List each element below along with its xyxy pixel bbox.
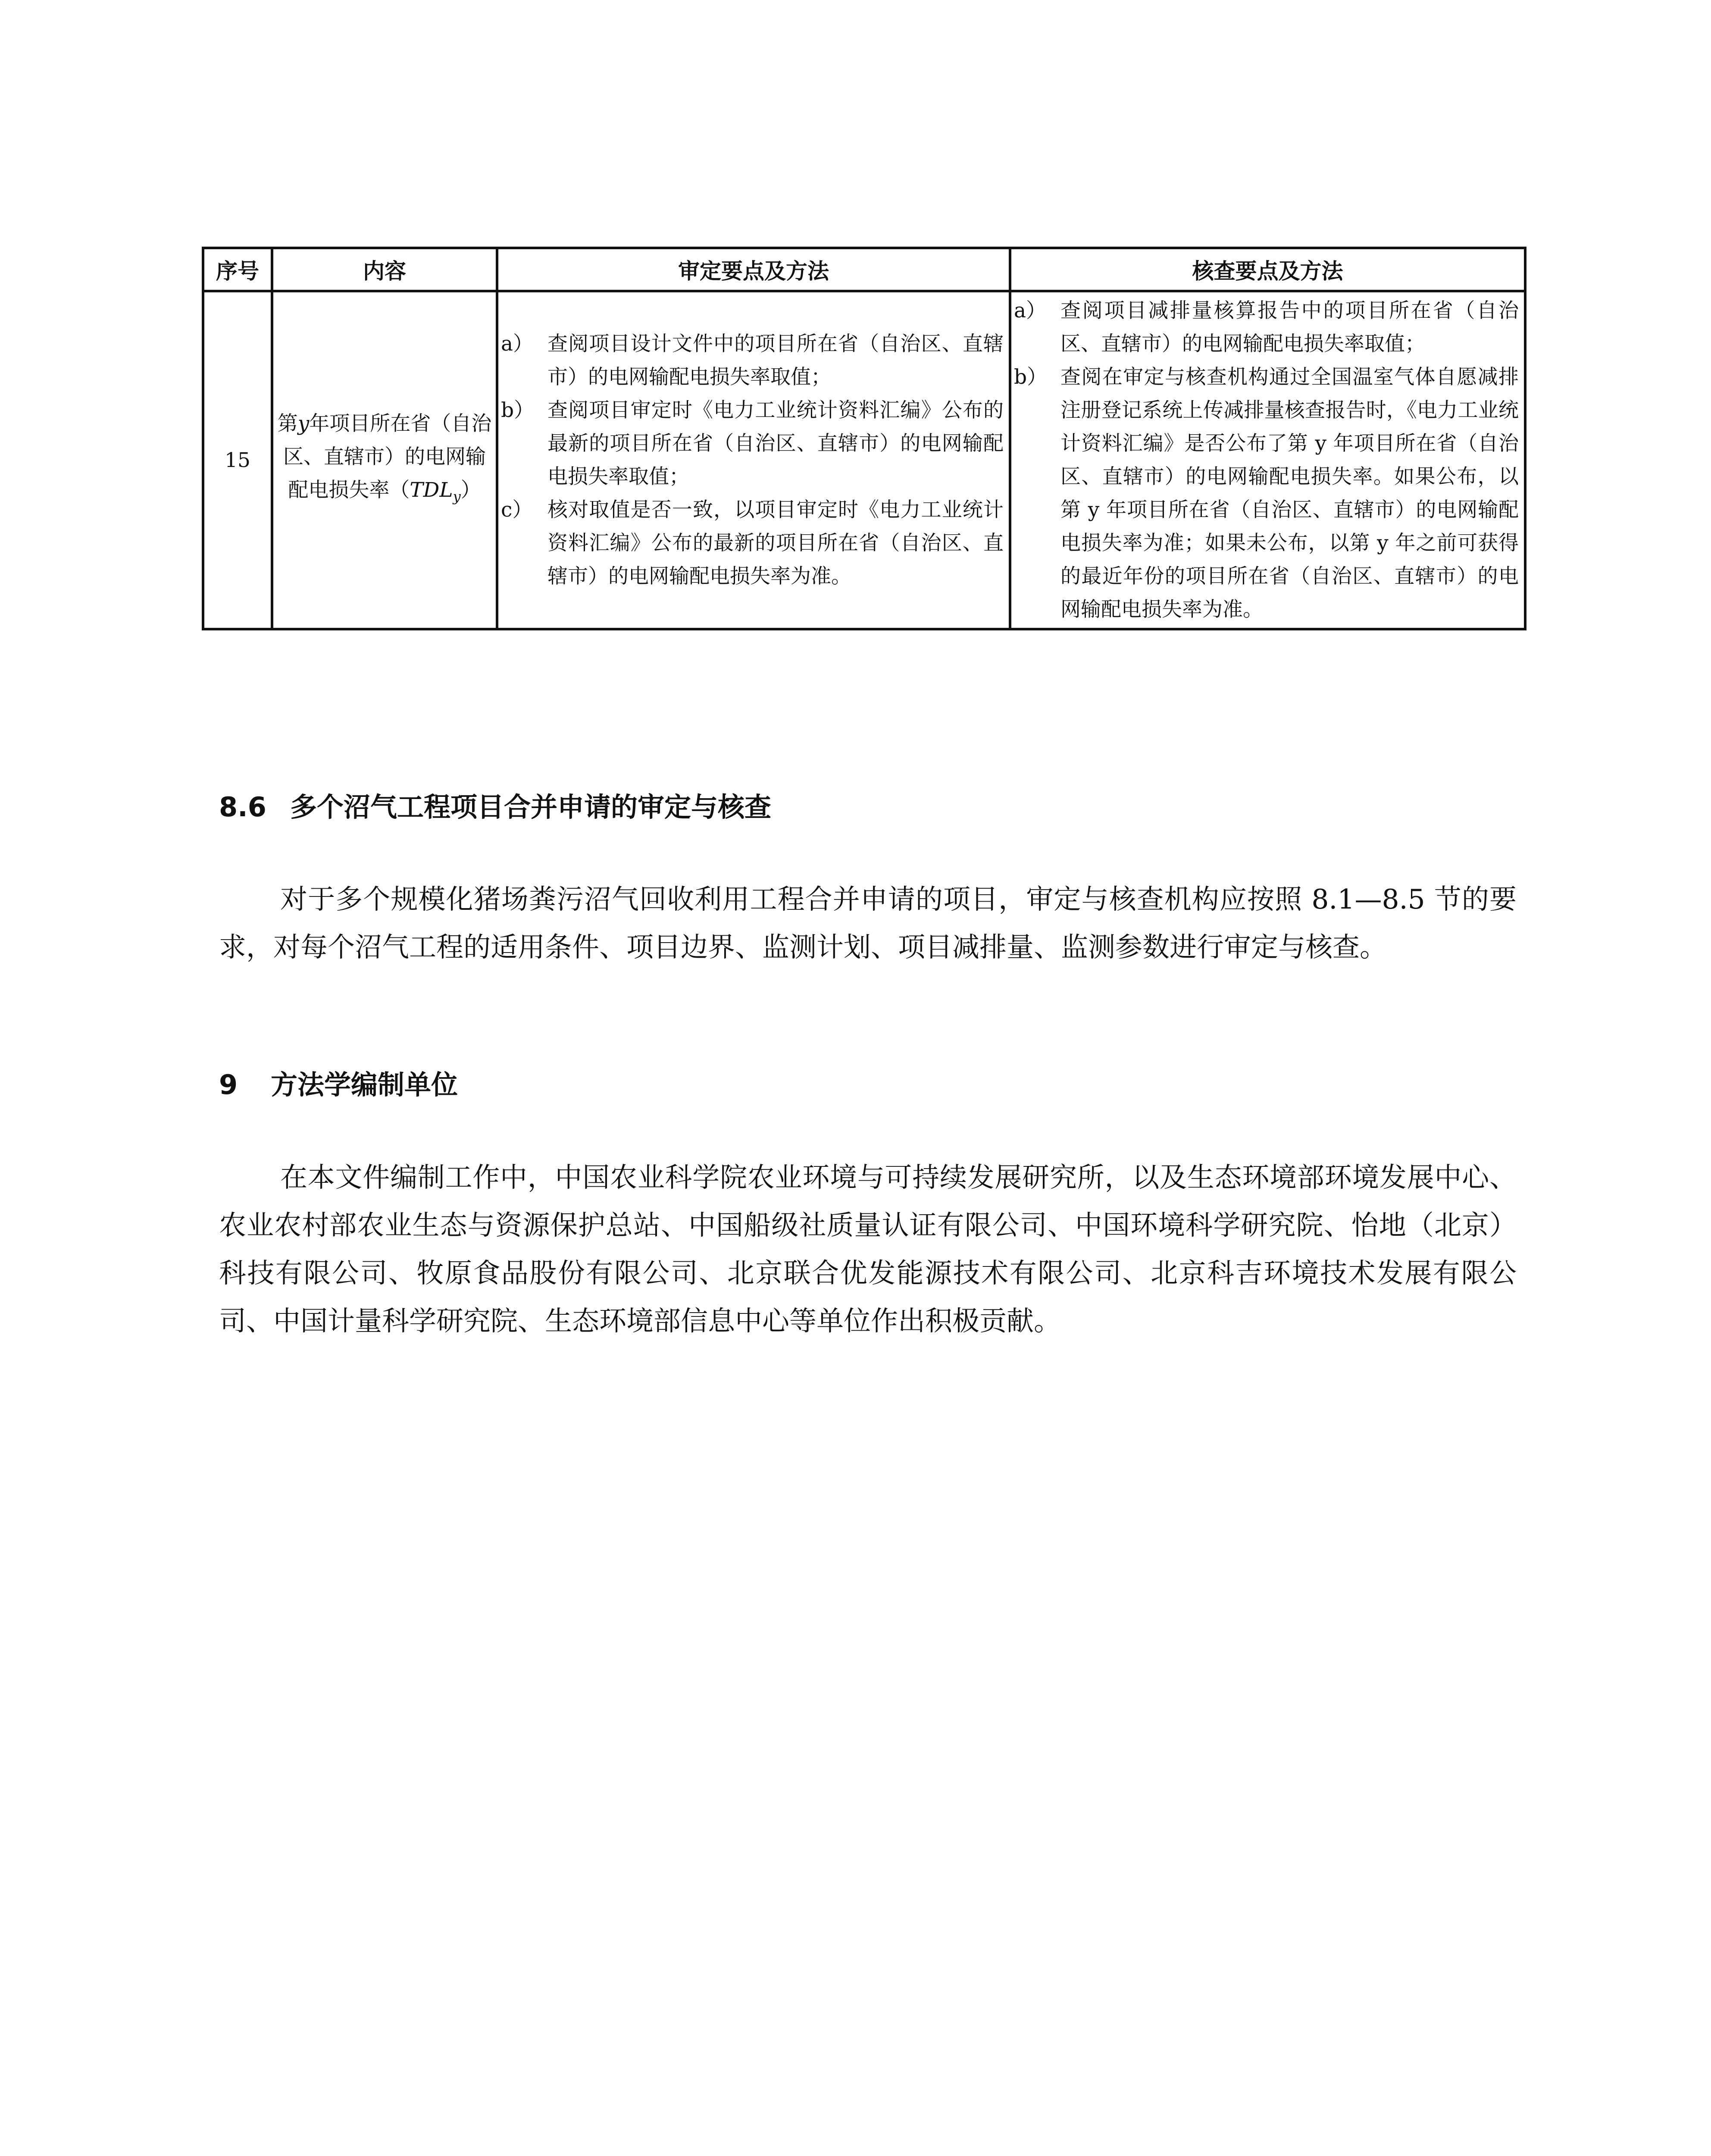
content-variable: y <box>297 411 310 436</box>
list-item <box>1014 360 1519 626</box>
list-item-marker: b） <box>1014 365 1048 389</box>
table-header-row <box>203 248 1525 291</box>
section-8-6-body: 对于多个规模化猪场粪污沼气回收利用工程合并申请的项目，审定与核查机构应按照 8.1—8.5 节的要求，对每个沼气工程的适用条件、项目边界、监测计划、项目减排量、监测参数进行审定与核查。 <box>219 884 1517 963</box>
list-item-text: 查阅项目审定时《电力工业统计资料汇编》公布的最新的项目所在省（自治区、直辖市）的电网输配电损失率取值； <box>547 398 1004 489</box>
row-content <box>272 291 497 629</box>
header-content: 内容 <box>272 248 497 291</box>
list-item <box>501 394 1004 493</box>
list-item-text: 查阅项目减排量核算报告中的项目所在省（自治区、直辖市）的电网输配电损失率取值； <box>1060 299 1519 356</box>
list-item-text: 查阅项目设计文件中的项目所在省（自治区、直辖市）的电网输配电损失率取值； <box>547 332 1004 389</box>
review-verification-table <box>202 247 1526 630</box>
table-row <box>203 291 1525 629</box>
content-text: 年项目所在省（自治区、直辖市）的电网输配电损失率（ <box>283 411 492 502</box>
list-item-marker: a） <box>1014 299 1047 323</box>
list-item-text: 查阅在审定与核查机构通过全国温室气体自愿减排注册登记系统上传减排量核查报告时，《电力工业统计资料汇编》是否公布了第 y 年项目所在省（自治区、直辖市）的电网输配电损失率。如果公布，以第 y 年项目所在省（自治区、直辖市）的电网输配电损失率为准；如果未公布，以第 y 年之前可获得的最近年份的项目所在省（自治区、直辖市）的电网输配电损失率为准。 <box>1060 365 1519 621</box>
formula-main: TDL <box>410 478 453 502</box>
list-item <box>501 493 1004 593</box>
content-prefix: 第 <box>277 411 298 436</box>
review-points-list <box>498 326 1009 595</box>
section-8-6-heading <box>219 786 771 824</box>
section-title: 多个沼气工程项目合并申请的审定与核查 <box>290 791 772 823</box>
section-title: 方法学编制单位 <box>271 1069 458 1100</box>
list-item-marker: b） <box>501 398 535 422</box>
section-number: 8.6 <box>219 791 266 823</box>
header-verification-method: 核查要点及方法 <box>1010 248 1525 291</box>
verify-points-cell <box>1010 291 1525 629</box>
formula-subscript: y <box>453 488 461 505</box>
review-points-cell <box>497 291 1010 629</box>
list-item <box>501 327 1004 394</box>
section-9-heading <box>219 1063 458 1102</box>
header-review-method: 审定要点及方法 <box>497 248 1010 291</box>
verify-points-list <box>1011 292 1524 628</box>
section-9-body: 在本文件编制工作中，中国农业科学院农业环境与可持续发展研究所，以及生态环境部环境发展中心、农业农村部农业生态与资源保护总站、中国船级社质量认证有限公司、中国环境科学研究院、怡地（北京）科技有限公司、牧原食品股份有限公司、北京联合优发能源技术有限公司、北京科吉环境技术发展有限公司、中国计量科学研究院、生态环境部信息中心等单位作出积极贡献。 <box>219 1162 1517 1337</box>
header-number: 序号 <box>203 248 272 291</box>
list-item-marker: c） <box>501 498 533 522</box>
list-item <box>1014 294 1519 360</box>
content-formula <box>410 478 461 505</box>
section-number: 9 <box>219 1069 238 1100</box>
content-suffix: ） <box>460 478 481 502</box>
row-number: 15 <box>203 291 272 629</box>
list-item-text: 核对取值是否一致，以项目审定时《电力工业统计资料汇编》公布的最新的项目所在省（自治区、直辖市）的电网输配电损失率为准。 <box>547 498 1004 588</box>
list-item-marker: a） <box>501 332 534 356</box>
